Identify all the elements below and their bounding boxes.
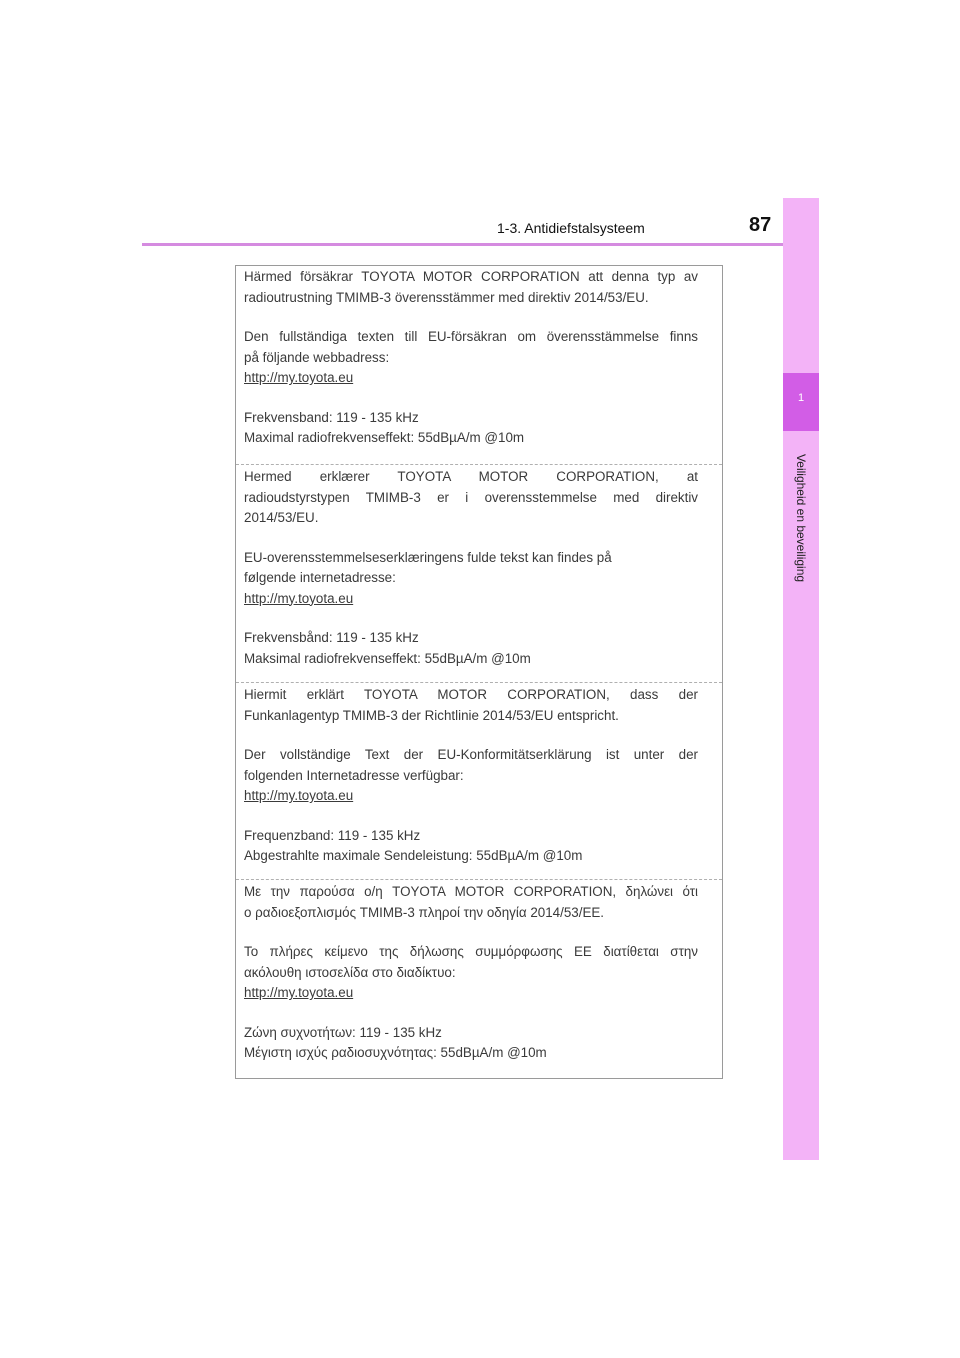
fulltext-line: ακόλουθη ιστοσελίδα στο διαδίκτυο: xyxy=(244,964,456,980)
statement-line: ο ραδιοεξοπλισμός TMIMB-3 πληροί την οδηγία 2014/53/ΕΕ. xyxy=(244,904,605,920)
max-power: Maximal radiofrekvenseffekt: 55dBµA/m @10m xyxy=(244,430,525,445)
chapter-number: 1 xyxy=(797,392,805,404)
fulltext-line: Der vollständige Text der EU-Konformitätserklärung ist unter der xyxy=(244,747,698,762)
statement-line: radioudstyrstypen TMIMB-3 er i overensstemmelse med direktiv xyxy=(244,489,698,505)
fulltext-line: følgende internetadresse: xyxy=(244,570,396,585)
fulltext-line: Το πλήρες κείμενο της δήλωσης συμμόρφωσης ΕΕ διατίθεται στην xyxy=(244,944,698,959)
statement-line: 2014/53/EU. xyxy=(244,510,319,525)
statement-line: radioutrustning TMIMB-3 överensstämmer med direktiv 2014/53/EU. xyxy=(244,289,649,305)
fulltext-line: Den fullständiga texten till EU-försäkran om överensstämmelse finns xyxy=(244,329,698,344)
fulltext-line: folgenden Internetadresse verfügbar: xyxy=(244,767,464,783)
fulltext-line: EU-overensstemmelseserklæringens fulde tekst kan findes på xyxy=(244,549,612,565)
frequency-band: Frequenzband: 119 - 135 kHz xyxy=(244,827,421,843)
statement-line: Funkanlagentyp TMIMB-3 der Richtlinie 2014/53/EU entspricht. xyxy=(244,707,619,723)
frequency-band: Frekvensband: 119 - 135 kHz xyxy=(244,409,419,425)
max-power: Maksimal radiofrekvenseffekt: 55dBµA/m @10m xyxy=(244,650,531,666)
statement-line: Με την παρούσα ο/η TOYOTA MOTOR CORPORATION, δηλώνει ότι xyxy=(244,884,698,899)
declaration-box xyxy=(235,265,723,1079)
statement-line: Hermed erklærer TOYOTA MOTOR CORPORATION, at xyxy=(244,469,698,484)
declaration-link[interactable]: http://my.toyota.eu xyxy=(244,370,354,385)
header-rule xyxy=(142,243,819,246)
frequency-band: Ζώνη συχνοτήτων: 119 - 135 kHz xyxy=(244,1024,442,1040)
side-tab xyxy=(783,198,819,1160)
frequency-band: Frekvensbånd: 119 - 135 kHz xyxy=(244,630,419,645)
declaration-link[interactable]: http://my.toyota.eu xyxy=(244,985,354,1000)
declaration-link[interactable]: http://my.toyota.eu xyxy=(244,590,354,606)
max-power: Abgestrahlte maximale Sendeleistung: 55dBµA/m @10m xyxy=(244,848,583,863)
declaration-sv xyxy=(236,266,722,449)
statement-line: Härmed försäkrar TOYOTA MOTOR CORPORATION att denna typ av xyxy=(244,269,698,284)
fulltext-line: på följande webbadress: xyxy=(244,349,390,365)
chapter-label: Veiligheid en beveiliging xyxy=(794,453,808,583)
declaration-de xyxy=(236,682,722,867)
declaration-el xyxy=(236,879,722,1064)
declaration-da xyxy=(236,464,722,669)
declaration-link[interactable]: http://my.toyota.eu xyxy=(244,788,354,803)
statement-line: Hiermit erklärt TOYOTA MOTOR CORPORATION, dass der xyxy=(244,687,698,702)
max-power: Μέγιστη ισχύς ραδιοσυχνότητας: 55dBµA/m @10m xyxy=(244,1045,547,1060)
page-number: 87 xyxy=(749,214,772,236)
section-title: 1-3. Antidiefstalsysteem xyxy=(497,220,645,236)
